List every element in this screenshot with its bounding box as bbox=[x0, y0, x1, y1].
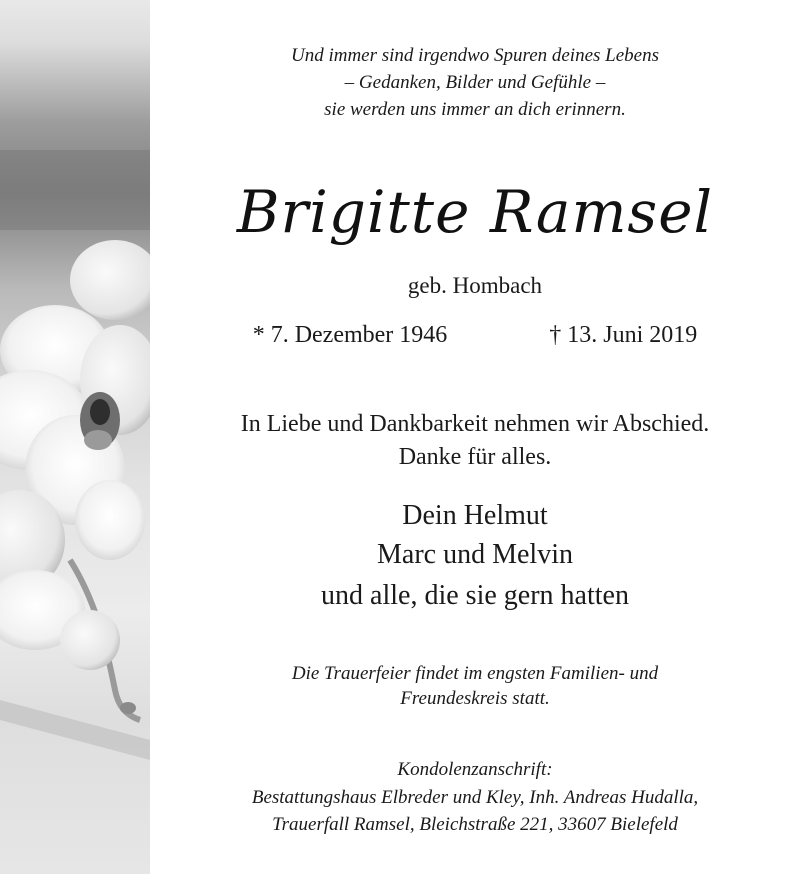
farewell-line-2: Danke für alles. bbox=[398, 444, 552, 470]
death-date: † 13. Juni 2019 bbox=[549, 322, 698, 348]
notice-line-1: Die Trauerfeier findet im engsten Familien- und bbox=[291, 663, 659, 684]
verse-line-1: Und immer sind irgendwo Spuren deines Lebens bbox=[290, 45, 659, 66]
obituary-text bbox=[150, 0, 800, 874]
notice-line-2: Freundeskreis statt. bbox=[400, 688, 550, 709]
orchid-photo bbox=[0, 0, 150, 874]
life-dates bbox=[150, 322, 800, 349]
birth-date: * 7. Dezember 1946 bbox=[252, 322, 448, 348]
family-line-1: Dein Helmut bbox=[402, 500, 548, 531]
farewell-line-1: In Liebe und Dankbarkeit nehmen wir Abschied. bbox=[240, 411, 710, 437]
verse-line-3: sie werden uns immer an dich erinnern. bbox=[324, 99, 626, 120]
condolence-line-1: Bestattungshaus Elbreder und Kley, Inh. Andreas Hudalla, bbox=[251, 787, 699, 808]
orchid-flower-icon bbox=[0, 0, 150, 874]
deceased-name: Brigitte Ramsel bbox=[236, 178, 714, 246]
family-line-2: Marc und Melvin bbox=[377, 539, 573, 570]
maiden-name: geb. Hombach bbox=[407, 273, 543, 298]
condolence-heading: Kondolenzanschrift: bbox=[397, 759, 553, 780]
verse-line-2: – Gedanken, Bilder und Gefühle – bbox=[344, 72, 606, 93]
condolence-line-2: Trauerfall Ramsel, Bleichstraße 221, 33607 Bielefeld bbox=[272, 814, 678, 835]
family-line-3: und alle, die sie gern hatten bbox=[321, 580, 629, 611]
